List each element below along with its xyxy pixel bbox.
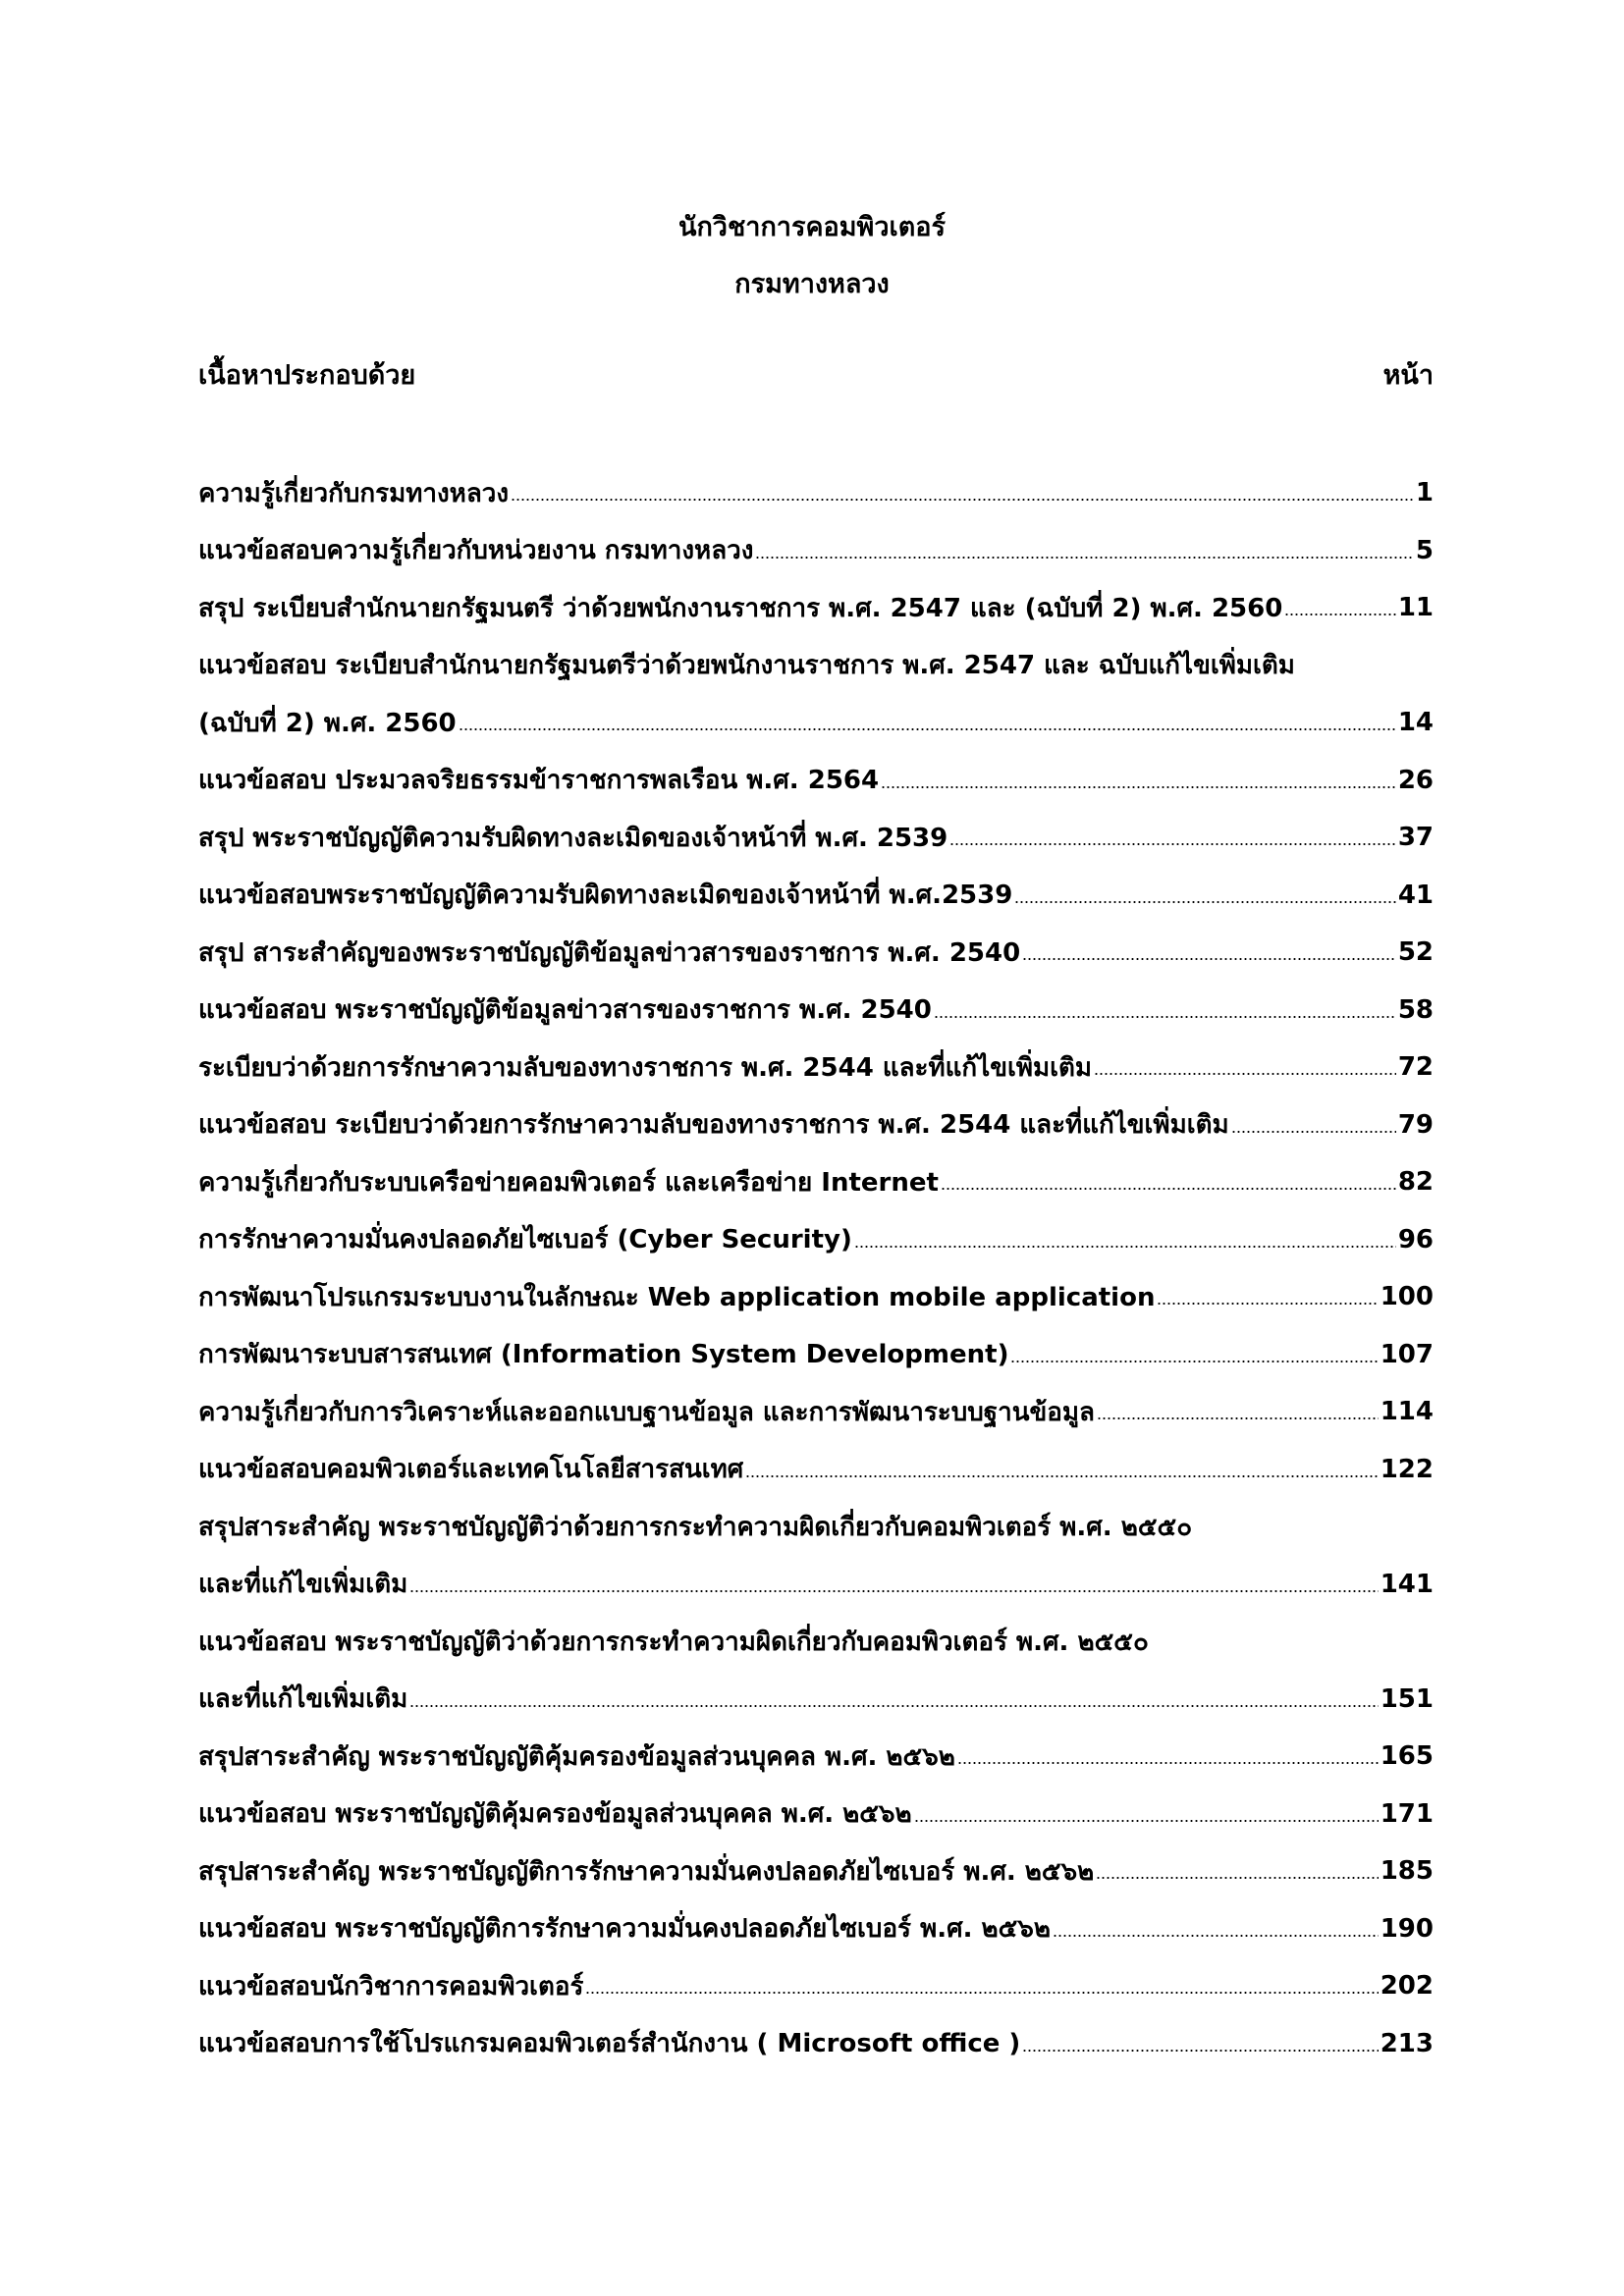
toc-entry-page-number: 171 bbox=[1380, 1798, 1434, 1829]
toc-entry-page-number: 5 bbox=[1415, 535, 1434, 565]
toc-entry-title: การรักษาความมั่นคงปลอดภัยไซเบอร์ (Cyber Security) bbox=[198, 1225, 852, 1255]
toc-entry-page-number: 96 bbox=[1397, 1224, 1434, 1255]
page-column-heading: หน้า bbox=[1382, 360, 1434, 391]
toc-entry-title: สรุป พระราชบัญญัติความรับผิดทางละเมิดของเจ้าหน้าที่ พ.ศ. 2539 bbox=[198, 823, 948, 853]
toc-entry bbox=[198, 1556, 1434, 1614]
toc-entry bbox=[198, 752, 1434, 810]
toc-entry bbox=[198, 1671, 1434, 1729]
toc-entry-page-number: 1 bbox=[1415, 478, 1434, 508]
toc-entry bbox=[198, 982, 1434, 1040]
dot-leader bbox=[459, 727, 1396, 731]
dot-leader bbox=[1094, 1072, 1396, 1076]
toc-entry-page-number: 114 bbox=[1380, 1397, 1434, 1427]
contents-heading: เนื้อหาประกอบด้วย bbox=[198, 360, 416, 391]
toc-entry-title: แนวข้อสอบ ระเบียบสำนักนายกรัฐมนตรีว่าด้วยพนักงานราชการ พ.ศ. 2547 และ ฉบับแก้ไขเพิ่มเติม bbox=[198, 651, 1295, 681]
dot-leader bbox=[1053, 1934, 1379, 1938]
toc-entry-title: ความรู้เกี่ยวกับการวิเคราะห์และออกแบบฐานข้อมูล และการพัฒนาระบบฐานข้อมูล bbox=[198, 1397, 1095, 1427]
toc-entry-page-number: 141 bbox=[1380, 1569, 1434, 1599]
toc-entry-title: (ฉบับที่ 2) พ.ศ. 2560 bbox=[198, 708, 457, 738]
toc-entry-title: แนวข้อสอบ พระราชบัญญัติว่าด้วยการกระทำความผิดเกี่ยวกับคอมพิวเตอร์ พ.ศ. ๒๕๕๐ bbox=[198, 1627, 1149, 1657]
toc-entry-page-number: 190 bbox=[1380, 1913, 1434, 1944]
toc-entry bbox=[198, 522, 1434, 580]
toc-entry-page-number: 122 bbox=[1380, 1454, 1434, 1484]
toc-entry-page-number: 107 bbox=[1380, 1339, 1434, 1369]
toc-entry-title: สรุปสาระสำคัญ พระราชบัญญัติว่าด้วยการกระทำความผิดเกี่ยวกับคอมพิวเตอร์ พ.ศ. ๒๕๕๐ bbox=[198, 1512, 1193, 1542]
dot-leader bbox=[1231, 1130, 1396, 1134]
dot-leader bbox=[1096, 1876, 1378, 1880]
toc-entry-title: แนวข้อสอบ ระเบียบว่าด้วยการรักษาความลับของทางราชการ พ.ศ. 2544 และที่แก้ไขเพิ่มเติม bbox=[198, 1110, 1229, 1141]
toc-entry-title: แนวข้อสอบ พระราชบัญญัติการรักษาความมั่นคงปลอดภัยไซเบอร์ พ.ศ. ๒๕๖๒ bbox=[198, 1914, 1051, 1945]
dot-leader bbox=[409, 1589, 1379, 1593]
toc-entry-title: และที่แก้ไขเพิ่มเติม bbox=[198, 1684, 408, 1715]
toc-entry-title: แนวข้อสอบ ประมวลจริยธรรมข้าราชการพลเรือน พ.ศ. 2564 bbox=[198, 766, 880, 796]
dot-leader bbox=[1014, 900, 1396, 904]
toc-entry-page-number: 11 bbox=[1397, 593, 1434, 623]
toc-entry-title: การพัฒนาระบบสารสนเทศ (Information System Development) bbox=[198, 1340, 1009, 1370]
toc-entry bbox=[198, 1039, 1434, 1096]
toc-entry-title: สรุป สาระสำคัญของพระราชบัญญัติข้อมูลข่าวสารของราชการ พ.ศ. 2540 bbox=[198, 937, 1021, 968]
dot-leader bbox=[1022, 957, 1396, 961]
dot-leader bbox=[511, 498, 1414, 502]
toc-entry bbox=[198, 1096, 1434, 1154]
toc-entry-title: แนวข้อสอบความรู้เกี่ยวกับหน่วยงาน กรมทางหลวง bbox=[198, 536, 754, 566]
toc-entry bbox=[198, 1786, 1434, 1843]
toc-entry-page-number: 58 bbox=[1397, 994, 1434, 1025]
toc-entry-title: การพัฒนาโปรแกรมระบบงานในลักษณะ Web application mobile application bbox=[198, 1282, 1156, 1312]
table-of-contents bbox=[198, 464, 1434, 2072]
toc-entry bbox=[198, 2015, 1434, 2073]
toc-entry bbox=[198, 1441, 1434, 1499]
toc-entry bbox=[198, 1153, 1434, 1211]
dot-leader bbox=[755, 556, 1413, 560]
toc-entry-title: แนวข้อสอบ พระราชบัญญัติคุ้มครองข้อมูลส่วนบุคคล พ.ศ. ๒๕๖๒ bbox=[198, 1799, 912, 1830]
toc-entry-title: แนวข้อสอบการใช้โปรแกรมคอมพิวเตอร์สำนักงาน ( Microsoft office ) bbox=[198, 2029, 1021, 2059]
toc-entry-title: สรุปสาระสำคัญ พระราชบัญญัติคุ้มครองข้อมูลส่วนบุคคล พ.ศ. ๒๕๖๒ bbox=[198, 1741, 955, 1772]
toc-entry-page-number: 41 bbox=[1397, 880, 1434, 910]
dot-leader bbox=[854, 1245, 1396, 1249]
dot-leader bbox=[745, 1474, 1378, 1478]
dot-leader bbox=[934, 1015, 1396, 1019]
toc-entry-title: ความรู้เกี่ยวกับระบบเครือข่ายคอมพิวเตอร์ และเครือข่าย Internet bbox=[198, 1167, 939, 1198]
toc-entry bbox=[198, 924, 1434, 982]
toc-entry bbox=[198, 1842, 1434, 1900]
toc-entry-title: ความรู้เกี่ยวกับกรมทางหลวง bbox=[198, 478, 510, 508]
toc-entry-title: ระเบียบว่าด้วยการรักษาความลับของทางราชการ พ.ศ. 2544 และที่แก้ไขเพิ่มเติม bbox=[198, 1052, 1093, 1083]
toc-entry bbox=[198, 694, 1434, 752]
dot-leader bbox=[409, 1704, 1379, 1708]
toc-entry bbox=[198, 1383, 1434, 1441]
toc-entry bbox=[198, 1900, 1434, 1958]
toc-entry-title: และที่แก้ไขเพิ่มเติม bbox=[198, 1570, 408, 1600]
dot-leader bbox=[1010, 1360, 1378, 1363]
toc-entry-title: แนวข้อสอบพระราชบัญญัติความรับผิดทางละเมิดของเจ้าหน้าที่ พ.ศ.2539 bbox=[198, 881, 1013, 911]
document-title: นักวิชาการคอมพิวเตอร์ bbox=[678, 212, 946, 242]
toc-entry-page-number: 14 bbox=[1397, 708, 1434, 738]
toc-entry-title: สรุปสาระสำคัญ พระราชบัญญัติการรักษาความมั่นคงปลอดภัยไซเบอร์ พ.ศ. ๒๕๖๒ bbox=[198, 1856, 1095, 1887]
dot-leader bbox=[957, 1761, 1379, 1765]
toc-entry bbox=[198, 1613, 1434, 1671]
toc-entry-page-number: 185 bbox=[1380, 1856, 1434, 1887]
toc-entry-page-number: 202 bbox=[1380, 1971, 1434, 2002]
toc-entry bbox=[198, 1498, 1434, 1556]
dot-leader bbox=[1022, 2049, 1378, 2053]
dot-leader bbox=[1157, 1302, 1378, 1306]
dot-leader bbox=[881, 785, 1396, 789]
toc-entry-page-number: 79 bbox=[1397, 1109, 1434, 1140]
toc-entry-page-number: 37 bbox=[1397, 823, 1434, 853]
toc-entry-title: สรุป ระเบียบสำนักนายกรัฐมนตรี ว่าด้วยพนักงานราชการ พ.ศ. 2547 และ (ฉบับที่ 2) พ.ศ. 2560 bbox=[198, 593, 1283, 623]
toc-entry bbox=[198, 1957, 1434, 2015]
toc-entry-page-number: 100 bbox=[1380, 1282, 1434, 1312]
toc-entry bbox=[198, 809, 1434, 867]
toc-entry-page-number: 72 bbox=[1397, 1052, 1434, 1083]
toc-entry-page-number: 82 bbox=[1397, 1167, 1434, 1198]
toc-entry-page-number: 26 bbox=[1397, 765, 1434, 795]
toc-entry bbox=[198, 637, 1434, 695]
dot-leader bbox=[1097, 1416, 1379, 1420]
toc-entry bbox=[198, 579, 1434, 637]
toc-entry-page-number: 151 bbox=[1380, 1683, 1434, 1714]
dot-leader bbox=[949, 842, 1396, 846]
document-subtitle: กรมทางหลวง bbox=[734, 269, 890, 299]
dot-leader bbox=[914, 1819, 1379, 1823]
toc-entry bbox=[198, 464, 1434, 522]
toc-entry bbox=[198, 1211, 1434, 1269]
toc-entry bbox=[198, 1728, 1434, 1786]
dot-leader bbox=[585, 1991, 1378, 1995]
dot-leader bbox=[941, 1187, 1396, 1191]
toc-entry-title: แนวข้อสอบคอมพิวเตอร์และเทคโนโลยีสารสนเทศ bbox=[198, 1455, 744, 1485]
contents-header bbox=[198, 351, 1434, 400]
toc-entry bbox=[198, 1326, 1434, 1384]
toc-entry-title: แนวข้อสอบนักวิชาการคอมพิวเตอร์ bbox=[198, 1971, 584, 2002]
toc-entry-page-number: 213 bbox=[1380, 2028, 1434, 2058]
toc-entry-title: แนวข้อสอบ พระราชบัญญัติข้อมูลข่าวสารของราชการ พ.ศ. 2540 bbox=[198, 995, 932, 1026]
toc-entry-page-number: 165 bbox=[1380, 1741, 1434, 1772]
dot-leader bbox=[1284, 613, 1395, 616]
toc-entry bbox=[198, 867, 1434, 925]
toc-entry-page-number: 52 bbox=[1397, 937, 1434, 968]
toc-entry bbox=[198, 1268, 1434, 1326]
